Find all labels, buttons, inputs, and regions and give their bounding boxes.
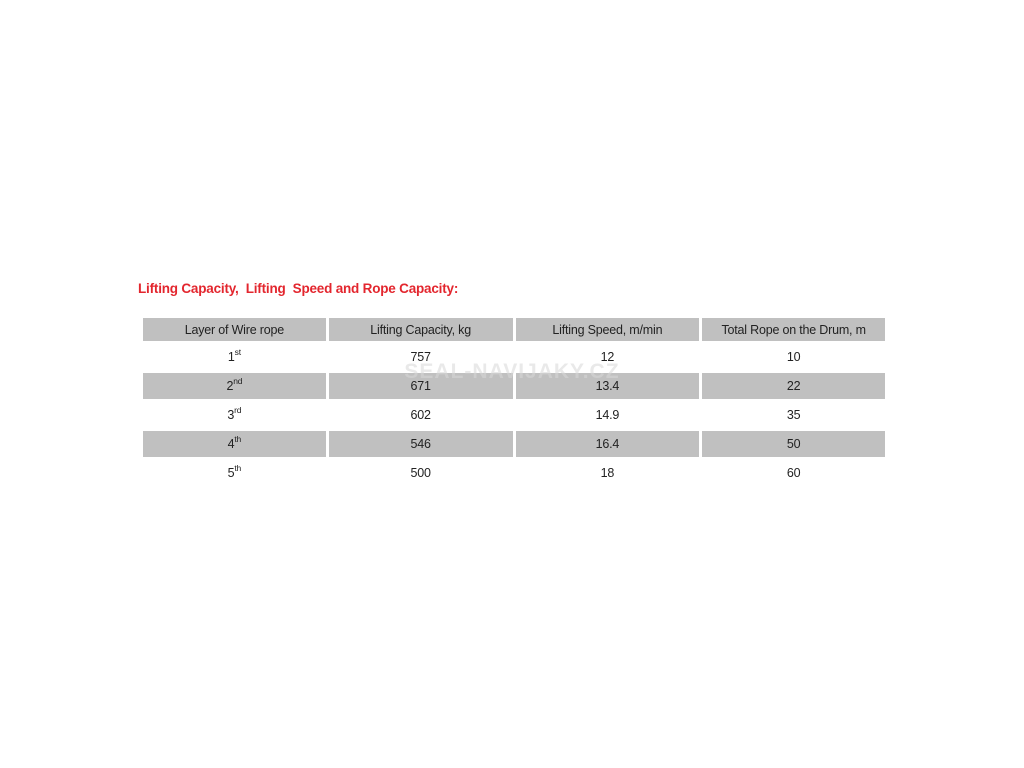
section-heading: Lifting Capacity, Lifting Speed and Rope Capacity: xyxy=(138,281,459,296)
cell-lifting-speed: 14.9 xyxy=(595,408,620,422)
watermark: SEAL-NAVIJAKY.CZ xyxy=(404,360,620,383)
cell-lifting-speed: 13.4 xyxy=(516,373,700,399)
layer-ordinal-suffix: nd xyxy=(233,376,243,386)
layer-number: 1 xyxy=(227,350,235,364)
cell-total-rope: 50 xyxy=(702,431,885,457)
table-row xyxy=(143,431,885,457)
layer-ordinal-suffix: th xyxy=(234,463,242,473)
cell-layer xyxy=(143,431,326,457)
cell-lifting-speed: 12 xyxy=(600,350,615,364)
cell-lifting-capacity: 671 xyxy=(329,373,513,399)
layer-ordinal-suffix: st xyxy=(234,347,241,357)
cell-lifting-speed: 18 xyxy=(600,466,615,480)
layer-number: 3 xyxy=(227,408,235,422)
cell-lifting-capacity: 500 xyxy=(410,466,431,480)
header-lifting-speed: Lifting Speed, m/min xyxy=(516,318,700,341)
header-total-rope: Total Rope on the Drum, m xyxy=(702,318,885,341)
cell-total-rope: 22 xyxy=(702,373,885,399)
table-row xyxy=(143,344,885,370)
cell-layer xyxy=(143,460,326,486)
cell-layer xyxy=(143,402,326,428)
layer-ordinal-suffix: rd xyxy=(234,405,242,415)
cell-layer xyxy=(143,344,326,370)
capacity-table xyxy=(140,315,888,489)
table-header-row xyxy=(143,318,885,341)
cell-total-rope: 35 xyxy=(786,408,801,422)
cell-layer xyxy=(143,373,326,399)
cell-lifting-capacity: 602 xyxy=(410,408,431,422)
cell-lifting-capacity: 546 xyxy=(329,431,513,457)
table-row xyxy=(143,460,885,486)
table-row xyxy=(143,373,885,399)
layer-number: 5 xyxy=(227,466,235,480)
layer-ordinal-suffix: th xyxy=(234,434,242,444)
layer-number: 4 xyxy=(227,437,235,451)
layer-number: 2 xyxy=(226,379,234,393)
cell-total-rope: 60 xyxy=(786,466,801,480)
cell-total-rope: 10 xyxy=(786,350,801,364)
cell-lifting-speed: 16.4 xyxy=(516,431,700,457)
cell-lifting-capacity: 757 xyxy=(410,350,431,364)
header-layer: Layer of Wire rope xyxy=(143,318,326,341)
header-lifting-capacity: Lifting Capacity, kg xyxy=(329,318,513,341)
table-row xyxy=(143,402,885,428)
